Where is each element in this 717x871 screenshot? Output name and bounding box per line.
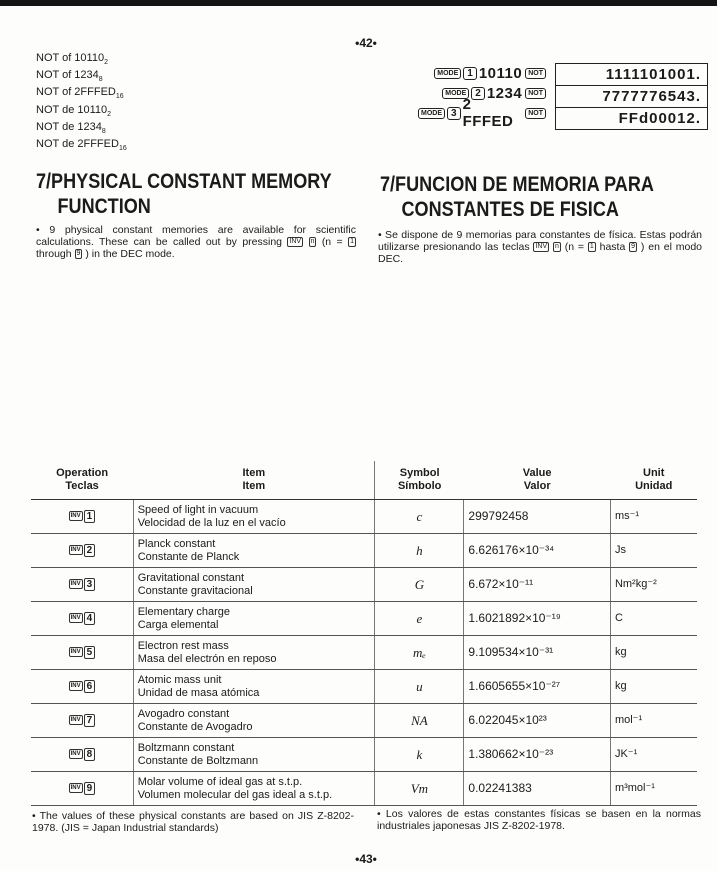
item-cell: Electron rest mass Masa del electrón en reposo — [133, 636, 375, 670]
item-cell: Speed of light in vacuum Velocidad de la luz en el vacío — [133, 500, 375, 534]
not-key-icon: NOT — [525, 108, 546, 119]
number-key-icon: 8 — [84, 748, 96, 761]
key-1-icon: 1 — [350, 238, 354, 246]
inv-key-icon: INV — [70, 581, 81, 588]
key-entry: 1234 — [486, 84, 523, 102]
inv-key-icon: INV — [70, 683, 81, 690]
value-cell: 9.109534×10⁻³¹ — [464, 636, 611, 670]
item-cell: Boltzmann constant Constante de Boltzmann — [133, 738, 375, 772]
inv-key-icon: INV — [70, 785, 81, 792]
table-row — [31, 602, 697, 636]
symbol-cell: G — [375, 568, 464, 602]
not-key-icon: NOT — [525, 68, 546, 79]
result-display: 1111101001. — [556, 64, 707, 86]
number-key-icon: 9 — [84, 782, 96, 795]
key-sequence-row — [418, 63, 548, 83]
value-cell: 6.022045×10²³ — [464, 704, 611, 738]
operation-cell — [31, 670, 133, 704]
key-9-icon: 9 — [76, 250, 81, 258]
mode-key-icon: MODE — [442, 88, 469, 99]
not-line: NOT de $10110_2$ — [36, 103, 112, 118]
number-key-icon: 2 — [84, 544, 96, 557]
not-line: NOT of $10110_2$ — [36, 52, 108, 67]
value-cell: 6.672×10⁻¹¹ — [464, 568, 611, 602]
inv-key-icon: INV — [535, 243, 548, 251]
intro-paragraph-es: • Se dispone de 9 memorias para constantes de física. Estas podrán utilizarse presionando las teclas INV n (n = 1 hasta 9 ) en el modo DEC. — [378, 229, 703, 265]
table-row — [31, 738, 697, 772]
page-number-top: •42• — [355, 36, 377, 50]
number-key-icon: 4 — [84, 612, 96, 625]
number-key-icon: 1 — [463, 67, 477, 80]
operation-cell — [31, 636, 133, 670]
number-key-icon: 3 — [447, 107, 461, 120]
header-symbol: Symbol Símbolo — [375, 461, 464, 500]
unit-cell: kg — [610, 670, 697, 704]
symbol-cell: e — [375, 602, 464, 636]
not-line: NOT de $2FFFED_{16}$ — [36, 137, 127, 153]
number-key-icon: 5 — [84, 646, 96, 659]
number-key-icon: 6 — [84, 680, 96, 693]
section-heading-es: 7/FUNCION DE MEMORIA PARA CONSTANTES DE FISICA — [380, 173, 654, 221]
operation-cell — [31, 704, 133, 738]
key-sequence-list — [418, 63, 548, 130]
unit-cell: ms⁻¹ — [610, 500, 697, 534]
mode-key-icon: MODE — [418, 108, 445, 119]
unit-cell: JK⁻¹ — [610, 738, 697, 772]
table-row — [31, 772, 697, 806]
item-cell: Planck constant Constante de Planck — [133, 534, 375, 568]
not-line: NOT de $1234_8$ — [36, 120, 106, 135]
table-row — [31, 704, 697, 738]
symbol-cell: c — [375, 500, 464, 534]
inv-key-icon: INV — [70, 615, 81, 622]
physical-constants-table — [31, 461, 697, 806]
unit-cell: m³mol⁻¹ — [610, 772, 697, 806]
table-row — [31, 500, 697, 534]
value-cell: 1.380662×10⁻²³ — [464, 738, 611, 772]
inv-key-icon: INV — [70, 717, 81, 724]
operation-cell — [31, 738, 133, 772]
operation-cell — [31, 772, 133, 806]
result-display-box — [555, 63, 708, 130]
operation-cell — [31, 568, 133, 602]
number-key-icon: 1 — [84, 510, 96, 523]
n-key-icon: n — [554, 243, 559, 251]
header-value: Value Valor — [464, 461, 611, 500]
not-key-icon: NOT — [525, 88, 546, 99]
symbol-cell: u — [375, 670, 464, 704]
page-number-bottom: •43• — [355, 852, 377, 866]
key-sequence-row — [418, 96, 548, 130]
result-display: 7777776543. — [556, 86, 707, 108]
inv-key-icon: INV — [70, 513, 81, 520]
value-cell: 1.6021892×10⁻¹⁹ — [464, 602, 611, 636]
operation-cell — [31, 602, 133, 636]
intro-paragraph-en: • 9 physical constant memories are available for scientific calculations. These can be called out by pressing INV n (n = 1 through 9 ) in the DEC mode. — [36, 224, 356, 260]
item-cell: Elementary charge Carga elemental — [133, 602, 375, 636]
value-cell: 0.02241383 — [464, 772, 611, 806]
value-cell: 1.6605655×10⁻²⁷ — [464, 670, 611, 704]
key-entry: 2 FFFED — [462, 96, 514, 130]
number-key-icon: 3 — [84, 578, 96, 591]
value-cell: 6.626176×10⁻³⁴ — [464, 534, 611, 568]
key-9-icon: 9 — [631, 243, 636, 251]
operation-cell — [31, 500, 133, 534]
operation-cell — [31, 534, 133, 568]
key-entry: 10110 — [478, 64, 523, 82]
item-cell: Atomic mass unit Unidad de masa atómica — [133, 670, 375, 704]
unit-cell: kg — [610, 636, 697, 670]
result-display: FFd00012. — [618, 110, 701, 127]
footnote-es: • Los valores de estas constantes físicas se basen en la normas industriales japonesas JIS Z-8202-1978. — [377, 808, 701, 832]
not-line: NOT of $1234_8$ — [36, 69, 103, 84]
symbol-cell: k — [375, 738, 464, 772]
header-unit: Unit Unidad — [610, 461, 697, 500]
number-key-icon: 7 — [84, 714, 96, 727]
table-row — [31, 670, 697, 704]
inv-key-icon: INV — [70, 751, 81, 758]
table-header-row — [31, 461, 697, 500]
not-examples-list — [36, 52, 127, 155]
header-operation: Operation Teclas — [31, 461, 133, 500]
item-cell: Molar volume of ideal gas at s.t.p. Volumen molecular del gas ideal a s.t.p. — [133, 772, 375, 806]
value-cell: 299792458 — [464, 500, 611, 534]
inv-key-icon: INV — [70, 649, 81, 656]
symbol-cell: Vm — [375, 772, 464, 806]
symbol-cell: h — [375, 534, 464, 568]
footnote-en: • The values of these physical constants are based on JIS Z-8202-1978. (JIS = Japan Industrial standards) — [32, 810, 354, 834]
unit-cell: Js — [610, 534, 697, 568]
symbol-cell: mₑ — [375, 636, 464, 670]
unit-cell: Nm²kg⁻² — [610, 568, 697, 602]
top-edge-bar — [0, 0, 717, 6]
section-heading-en: 7/PHYSICAL CONSTANT MEMORY FUNCTION — [36, 170, 332, 218]
number-key-icon: 2 — [471, 87, 485, 100]
inv-key-icon: INV — [289, 238, 302, 246]
inv-key-icon: INV — [70, 547, 81, 554]
not-line: NOT of $2FFFED_{16}$ — [36, 86, 124, 101]
unit-cell: mol⁻¹ — [610, 704, 697, 738]
n-key-icon: n — [310, 238, 315, 246]
table-row — [31, 534, 697, 568]
table-row — [31, 636, 697, 670]
unit-cell: C — [610, 602, 697, 636]
symbol-cell: NA — [375, 704, 464, 738]
item-cell: Gravitational constant Constante gravitacional — [133, 568, 375, 602]
mode-key-icon: MODE — [434, 68, 461, 79]
item-cell: Avogadro constant Constante de Avogadro — [133, 704, 375, 738]
key-1-icon: 1 — [589, 243, 594, 251]
table-row — [31, 568, 697, 602]
header-item: Item Item — [133, 461, 375, 500]
